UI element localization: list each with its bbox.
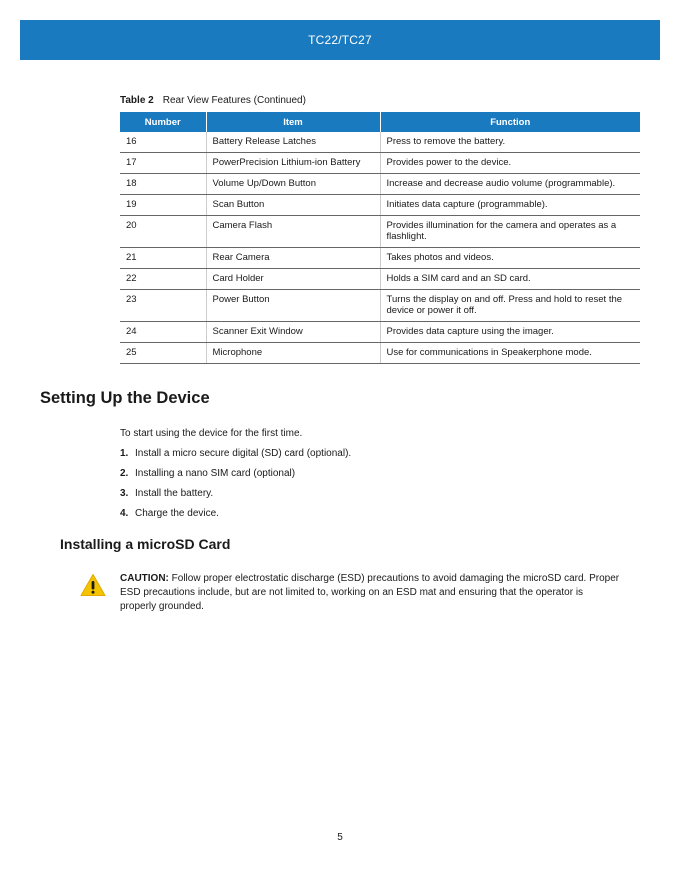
row-function: Press to remove the battery.	[380, 132, 640, 153]
row-function: Provides power to the device.	[380, 153, 640, 174]
row-number: 19	[120, 195, 206, 216]
table-row	[120, 248, 640, 269]
step-text: Install the battery.	[135, 488, 214, 499]
caution-label: CAUTION:	[120, 573, 169, 584]
section-heading-setup: Setting Up the Device	[40, 389, 210, 407]
step-text: Install a micro secure digital (SD) card (optional).	[135, 448, 352, 459]
row-number: 20	[120, 216, 206, 248]
table-row	[120, 153, 640, 174]
row-item: Rear Camera	[206, 248, 380, 269]
row-number: 24	[120, 322, 206, 343]
row-item: Scan Button	[206, 195, 380, 216]
table-row	[120, 195, 640, 216]
table-row	[120, 216, 640, 248]
row-function: Provides data capture using the imager.	[380, 322, 640, 343]
rear-view-features-table	[120, 112, 640, 364]
step-text: Charge the device.	[135, 508, 219, 519]
row-item: Scanner Exit Window	[206, 322, 380, 343]
row-item: Microphone	[206, 343, 380, 364]
row-function: Takes photos and videos.	[380, 248, 640, 269]
section-heading-microsd: Installing a microSD Card	[60, 536, 231, 552]
row-item: Power Button	[206, 290, 380, 322]
row-number: 16	[120, 132, 206, 153]
page-header	[20, 20, 660, 60]
row-function: Holds a SIM card and an SD card.	[380, 269, 640, 290]
table-caption	[120, 95, 306, 106]
table-row	[120, 343, 640, 364]
row-number: 25	[120, 343, 206, 364]
table-row	[120, 174, 640, 195]
row-item: PowerPrecision Lithium-ion Battery	[206, 153, 380, 174]
row-number: 18	[120, 174, 206, 195]
column-header-number: Number	[120, 112, 206, 132]
list-item	[120, 508, 351, 528]
table-row	[120, 290, 640, 322]
table-caption-text: Rear View Features (Continued)	[162, 95, 306, 106]
row-function: Use for communications in Speakerphone mode.	[380, 343, 640, 364]
row-item: Battery Release Latches	[206, 132, 380, 153]
column-header-item: Item	[206, 112, 380, 132]
column-header-function: Function	[380, 112, 640, 132]
list-item	[120, 468, 351, 488]
row-item: Volume Up/Down Button	[206, 174, 380, 195]
table-header-row	[120, 112, 640, 132]
row-number: 21	[120, 248, 206, 269]
setup-steps-list	[120, 448, 351, 528]
table-caption-label: Table 2	[120, 95, 154, 106]
page-number: 5	[337, 832, 343, 843]
row-number: 23	[120, 290, 206, 322]
warning-triangle-icon	[80, 573, 106, 597]
caution-note	[120, 572, 620, 614]
row-function: Initiates data capture (programmable).	[380, 195, 640, 216]
step-number: 3.	[120, 488, 129, 499]
step-number: 1.	[120, 448, 129, 459]
step-number: 2.	[120, 468, 129, 479]
row-function: Turns the display on and off. Press and hold to reset the device or power it off.	[380, 290, 640, 322]
list-item	[120, 488, 351, 508]
row-item: Camera Flash	[206, 216, 380, 248]
row-function: Increase and decrease audio volume (programmable).	[380, 174, 640, 195]
table-row	[120, 269, 640, 290]
row-function: Provides illumination for the camera and operates as a flashlight.	[380, 216, 640, 248]
setup-intro: To start using the device for the first time.	[120, 428, 303, 439]
header-title: TC22/TC27	[308, 33, 372, 47]
step-text: Installing a nano SIM card (optional)	[135, 468, 296, 479]
list-item	[120, 448, 351, 468]
row-number: 22	[120, 269, 206, 290]
table-row	[120, 132, 640, 153]
row-item: Card Holder	[206, 269, 380, 290]
table-row	[120, 322, 640, 343]
step-number: 4.	[120, 508, 129, 519]
caution-body: Follow proper electrostatic discharge (ESD) precautions to avoid damaging the microSD card. Proper ESD precautions include, but are not limited to, working on an ESD mat and ensuring that the operator is properly grounded.	[120, 573, 620, 612]
row-number: 17	[120, 153, 206, 174]
